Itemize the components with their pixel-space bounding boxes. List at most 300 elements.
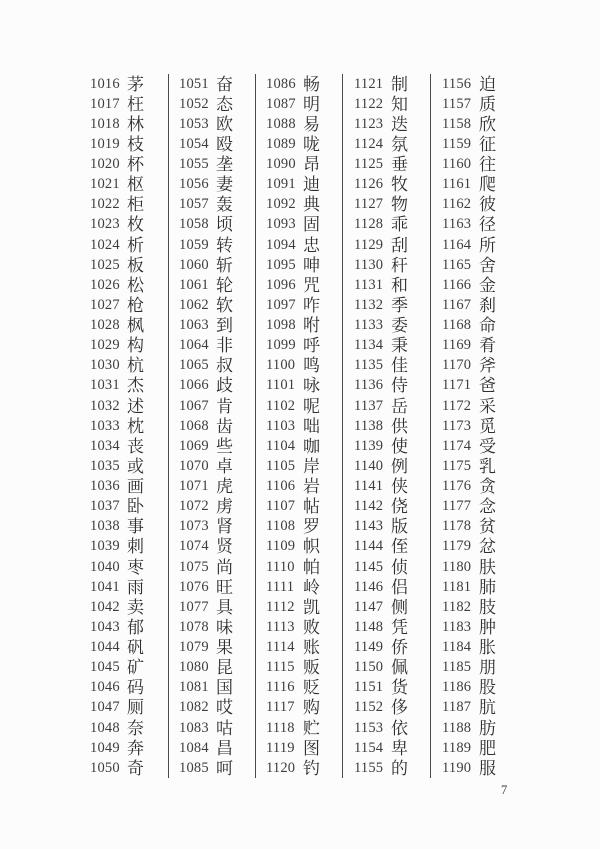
entry-number: 1142 <box>354 498 384 515</box>
table-row <box>179 436 255 456</box>
entry-character: 哎 <box>216 698 233 718</box>
entry-character: 呻 <box>303 255 320 275</box>
table-row <box>266 376 342 396</box>
table-row <box>442 577 511 597</box>
table-row <box>442 94 511 114</box>
entry-number: 1076 <box>179 578 209 595</box>
table-row <box>179 376 255 396</box>
entry-number: 1039 <box>90 538 120 555</box>
table-row <box>90 758 168 778</box>
table-row <box>90 658 168 678</box>
table-row <box>90 134 168 154</box>
entry-character: 卖 <box>127 597 144 617</box>
entry-character: 侦 <box>391 557 408 577</box>
entry-number: 1078 <box>179 618 209 635</box>
entry-character: 昌 <box>216 738 233 758</box>
entry-character: 刹 <box>479 295 496 315</box>
entry-number: 1050 <box>90 759 120 776</box>
entry-character: 奔 <box>127 738 144 758</box>
table-row <box>354 396 430 416</box>
entry-number: 1129 <box>354 236 384 253</box>
entry-character: 使 <box>391 436 408 456</box>
table-row <box>266 416 342 436</box>
entry-character: 述 <box>127 396 144 416</box>
table-row <box>179 738 255 758</box>
entry-number: 1066 <box>179 377 209 394</box>
table-row <box>354 658 430 678</box>
entry-character: 构 <box>127 336 144 356</box>
entry-character: 肮 <box>479 698 496 718</box>
entry-character: 垄 <box>216 155 233 175</box>
table-row <box>266 477 342 497</box>
table-row <box>179 295 255 315</box>
entry-character: 轰 <box>216 195 233 215</box>
entry-character: 依 <box>391 718 408 738</box>
entry-character: 秆 <box>391 255 408 275</box>
entry-number: 1159 <box>442 135 472 152</box>
entry-number: 1051 <box>179 75 209 92</box>
entry-number: 1030 <box>90 357 120 374</box>
entry-character: 乳 <box>479 456 496 476</box>
entry-character: 肾 <box>216 517 233 537</box>
table-row <box>90 316 168 336</box>
entry-number: 1148 <box>354 618 384 635</box>
entry-character: 垂 <box>391 155 408 175</box>
entry-character: 卑 <box>391 738 408 758</box>
entry-number: 1080 <box>179 659 209 676</box>
table-row <box>442 396 511 416</box>
entry-number: 1153 <box>354 719 384 736</box>
table-row <box>354 94 430 114</box>
entry-number: 1092 <box>266 196 296 213</box>
table-row <box>442 295 511 315</box>
table-row <box>354 275 430 295</box>
table-row <box>354 497 430 517</box>
table-row <box>179 316 255 336</box>
entry-number: 1071 <box>179 478 209 495</box>
entry-character: 斧 <box>479 356 496 376</box>
entry-number: 1063 <box>179 317 209 334</box>
entry-number: 1141 <box>354 478 384 495</box>
entry-character: 爬 <box>479 175 496 195</box>
entry-character: 岳 <box>391 396 408 416</box>
entry-character: 顷 <box>216 215 233 235</box>
entry-character: 畅 <box>303 74 320 94</box>
entry-character: 秉 <box>391 336 408 356</box>
entry-number: 1070 <box>179 457 209 474</box>
table-row <box>354 255 430 275</box>
table-row <box>442 316 511 336</box>
table-row <box>354 114 430 134</box>
entry-number: 1077 <box>179 598 209 615</box>
table-row <box>266 155 342 175</box>
table-row <box>90 497 168 517</box>
table-row <box>179 597 255 617</box>
entry-character: 所 <box>479 235 496 255</box>
table-row <box>179 255 255 275</box>
entry-character: 钓 <box>303 758 320 778</box>
entry-number: 1190 <box>442 759 472 776</box>
entry-character: 制 <box>391 74 408 94</box>
table-row <box>179 235 255 255</box>
table-column <box>85 74 169 778</box>
entry-character: 股 <box>479 678 496 698</box>
entry-number: 1052 <box>179 95 209 112</box>
entry-number: 1166 <box>442 276 472 293</box>
table-row <box>442 698 511 718</box>
entry-number: 1161 <box>442 176 472 193</box>
table-row <box>90 597 168 617</box>
entry-character: 枢 <box>127 175 144 195</box>
entry-character: 析 <box>127 235 144 255</box>
entry-number: 1105 <box>266 457 296 474</box>
entry-character: 板 <box>127 255 144 275</box>
table-row <box>90 155 168 175</box>
entry-character: 杭 <box>127 356 144 376</box>
entry-number: 1057 <box>179 196 209 213</box>
entry-number: 1135 <box>354 357 384 374</box>
entry-number: 1139 <box>354 437 384 454</box>
entry-number: 1138 <box>354 417 384 434</box>
table-row <box>266 718 342 738</box>
table-row <box>442 275 511 295</box>
entry-number: 1043 <box>90 618 120 635</box>
entry-number: 1155 <box>354 759 384 776</box>
entry-number: 1189 <box>442 739 472 756</box>
entry-number: 1187 <box>442 699 472 716</box>
entry-character: 咏 <box>303 376 320 396</box>
entry-number: 1087 <box>266 95 296 112</box>
table-row <box>90 678 168 698</box>
entry-number: 1127 <box>354 196 384 213</box>
entry-character: 的 <box>391 758 408 778</box>
entry-number: 1048 <box>90 719 120 736</box>
entry-character: 咒 <box>303 275 320 295</box>
entry-character: 些 <box>216 436 233 456</box>
entry-character: 侧 <box>391 597 408 617</box>
entry-character: 齿 <box>216 416 233 436</box>
entry-character: 采 <box>479 396 496 416</box>
entry-character: 忿 <box>479 537 496 557</box>
entry-number: 1089 <box>266 135 296 152</box>
entry-character: 奈 <box>127 718 144 738</box>
entry-character: 枚 <box>127 215 144 235</box>
table-row <box>266 436 342 456</box>
entry-number: 1188 <box>442 719 472 736</box>
entry-number: 1046 <box>90 679 120 696</box>
table-row <box>90 376 168 396</box>
entry-character: 咄 <box>303 416 320 436</box>
entry-character: 迫 <box>479 74 496 94</box>
table-row <box>442 678 511 698</box>
entry-number: 1041 <box>90 578 120 595</box>
entry-number: 1120 <box>266 759 296 776</box>
entry-character: 肴 <box>479 336 496 356</box>
entry-character: 具 <box>216 597 233 617</box>
entry-character: 侄 <box>391 537 408 557</box>
table-column <box>343 74 431 778</box>
table-row <box>442 195 511 215</box>
entry-character: 和 <box>391 275 408 295</box>
entry-character: 肥 <box>479 738 496 758</box>
entry-character: 明 <box>303 94 320 114</box>
entry-number: 1119 <box>266 739 295 756</box>
table-row <box>266 356 342 376</box>
entry-number: 1185 <box>442 659 472 676</box>
entry-number: 1060 <box>179 256 209 273</box>
entry-character: 松 <box>127 275 144 295</box>
table-row <box>179 658 255 678</box>
entry-character: 侥 <box>391 497 408 517</box>
table-row <box>90 255 168 275</box>
table-row <box>442 114 511 134</box>
entry-character: 念 <box>479 497 496 517</box>
table-row <box>354 356 430 376</box>
table-column <box>169 74 256 778</box>
table-row <box>179 517 255 537</box>
entry-number: 1184 <box>442 639 472 656</box>
entry-number: 1163 <box>442 216 472 233</box>
entry-character: 叔 <box>216 356 233 376</box>
entry-number: 1025 <box>90 256 120 273</box>
entry-number: 1062 <box>179 296 209 313</box>
entry-number: 1177 <box>442 498 472 515</box>
entry-number: 1047 <box>90 699 120 716</box>
entry-character: 妻 <box>216 175 233 195</box>
entry-number: 1045 <box>90 659 120 676</box>
entry-number: 1102 <box>266 397 296 414</box>
entry-number: 1103 <box>266 417 296 434</box>
table-row <box>90 517 168 537</box>
table-row <box>266 255 342 275</box>
table-row <box>354 738 430 758</box>
entry-character: 虏 <box>216 497 233 517</box>
entry-number: 1121 <box>354 75 384 92</box>
entry-number: 1098 <box>266 317 296 334</box>
entry-number: 1117 <box>266 699 295 716</box>
table-row <box>90 195 168 215</box>
entry-character: 郁 <box>127 617 144 637</box>
entry-number: 1061 <box>179 276 209 293</box>
entry-character: 岭 <box>303 577 320 597</box>
entry-character: 固 <box>303 215 320 235</box>
entry-character: 杯 <box>127 155 144 175</box>
table-row <box>90 94 168 114</box>
table-row <box>266 698 342 718</box>
table-row <box>442 617 511 637</box>
entry-number: 1176 <box>442 478 472 495</box>
entry-character: 季 <box>391 295 408 315</box>
entry-number: 1108 <box>266 518 296 535</box>
entry-character: 舍 <box>479 255 496 275</box>
entry-number: 1171 <box>442 377 472 394</box>
entry-character: 林 <box>127 114 144 134</box>
entry-number: 1074 <box>179 538 209 555</box>
entry-character: 昂 <box>303 155 320 175</box>
entry-character: 呢 <box>303 396 320 416</box>
entry-number: 1143 <box>354 518 384 535</box>
table-row <box>266 175 342 195</box>
table-row <box>179 396 255 416</box>
table-row <box>266 316 342 336</box>
entry-character: 肢 <box>479 597 496 617</box>
entry-character: 虎 <box>216 477 233 497</box>
entry-number: 1144 <box>354 538 384 555</box>
entry-character: 肿 <box>479 617 496 637</box>
entry-number: 1027 <box>90 296 120 313</box>
entry-number: 1022 <box>90 196 120 213</box>
entry-number: 1100 <box>266 357 296 374</box>
table-row <box>266 456 342 476</box>
entry-character: 态 <box>216 94 233 114</box>
entry-number: 1165 <box>442 256 472 273</box>
entry-number: 1021 <box>90 176 120 193</box>
entry-character: 奇 <box>127 758 144 778</box>
table-row <box>354 456 430 476</box>
entry-number: 1134 <box>354 337 384 354</box>
table-row <box>266 195 342 215</box>
table-row <box>266 497 342 517</box>
entry-character: 贫 <box>479 517 496 537</box>
entry-character: 凯 <box>303 597 320 617</box>
entry-character: 败 <box>303 617 320 637</box>
entry-number: 1049 <box>90 739 120 756</box>
entry-number: 1162 <box>442 196 472 213</box>
table-row <box>179 215 255 235</box>
entry-number: 1038 <box>90 518 120 535</box>
table-row <box>90 698 168 718</box>
table-row <box>179 275 255 295</box>
entry-number: 1085 <box>179 759 209 776</box>
table-row <box>354 175 430 195</box>
entry-number: 1067 <box>179 397 209 414</box>
table-row <box>179 497 255 517</box>
entry-character: 轮 <box>216 275 233 295</box>
entry-number: 1091 <box>266 176 296 193</box>
entry-number: 1178 <box>442 518 472 535</box>
entry-character: 例 <box>391 456 408 476</box>
entry-number: 1084 <box>179 739 209 756</box>
entry-character: 迭 <box>391 114 408 134</box>
table-row <box>266 758 342 778</box>
entry-character: 到 <box>216 316 233 336</box>
table-row <box>266 275 342 295</box>
entry-number: 1158 <box>442 115 472 132</box>
table-row <box>354 195 430 215</box>
table-row <box>266 215 342 235</box>
entry-character: 岩 <box>303 477 320 497</box>
entry-character: 侣 <box>391 577 408 597</box>
table-row <box>266 658 342 678</box>
table-row <box>179 416 255 436</box>
entry-character: 易 <box>303 114 320 134</box>
entry-character: 咖 <box>303 436 320 456</box>
table-row <box>442 497 511 517</box>
table-row <box>266 678 342 698</box>
entry-number: 1151 <box>354 679 384 696</box>
entry-number: 1028 <box>90 317 120 334</box>
table-row <box>90 638 168 658</box>
entry-number: 1093 <box>266 216 296 233</box>
entry-number: 1170 <box>442 357 472 374</box>
entry-number: 1029 <box>90 337 120 354</box>
entry-character: 旺 <box>216 577 233 597</box>
entry-number: 1122 <box>354 95 384 112</box>
table-row <box>266 577 342 597</box>
entry-character: 鸣 <box>303 356 320 376</box>
table-row <box>354 678 430 698</box>
entry-character: 肪 <box>479 718 496 738</box>
table-row <box>442 356 511 376</box>
table-row <box>354 336 430 356</box>
entry-character: 柜 <box>127 195 144 215</box>
entry-character: 侍 <box>391 376 408 396</box>
entry-character: 觅 <box>479 416 496 436</box>
entry-character: 矿 <box>127 658 144 678</box>
entry-character: 斩 <box>216 255 233 275</box>
table-row <box>442 235 511 255</box>
entry-number: 1019 <box>90 135 120 152</box>
table-row <box>354 215 430 235</box>
entry-character: 受 <box>479 436 496 456</box>
entry-number: 1032 <box>90 397 120 414</box>
entry-number: 1157 <box>442 95 472 112</box>
entry-number: 1149 <box>354 639 384 656</box>
table-row <box>179 698 255 718</box>
entry-number: 1072 <box>179 498 209 515</box>
entry-number: 1164 <box>442 236 472 253</box>
table-row <box>354 295 430 315</box>
entry-number: 1156 <box>442 75 472 92</box>
page-number: 7 <box>501 783 508 797</box>
entry-number: 1179 <box>442 538 472 555</box>
entry-character: 杰 <box>127 376 144 396</box>
table-row <box>442 175 511 195</box>
entry-character: 购 <box>303 698 320 718</box>
entry-number: 1088 <box>266 115 296 132</box>
entry-character: 侈 <box>391 698 408 718</box>
entry-character: 肺 <box>479 577 496 597</box>
table-row <box>266 94 342 114</box>
entry-number: 1175 <box>442 457 472 474</box>
entry-character: 转 <box>216 235 233 255</box>
table-row <box>354 316 430 336</box>
table-row <box>442 638 511 658</box>
table-row <box>179 718 255 738</box>
entry-number: 1106 <box>266 478 296 495</box>
entry-number: 1167 <box>442 296 472 313</box>
table-row <box>90 74 168 94</box>
entry-character: 国 <box>216 678 233 698</box>
entry-number: 1160 <box>442 156 472 173</box>
table-row <box>442 597 511 617</box>
entry-character: 枕 <box>127 416 144 436</box>
table-row <box>179 134 255 154</box>
table-row <box>90 557 168 577</box>
entry-number: 1137 <box>354 397 384 414</box>
entry-number: 1174 <box>442 437 472 454</box>
table-row <box>266 134 342 154</box>
table-row <box>354 557 430 577</box>
entry-character: 欧 <box>216 114 233 134</box>
entry-character: 侠 <box>391 477 408 497</box>
table-row <box>90 477 168 497</box>
entry-character: 卧 <box>127 497 144 517</box>
entry-number: 1128 <box>354 216 384 233</box>
table-row <box>90 295 168 315</box>
entry-number: 1064 <box>179 337 209 354</box>
entry-number: 1147 <box>354 598 384 615</box>
